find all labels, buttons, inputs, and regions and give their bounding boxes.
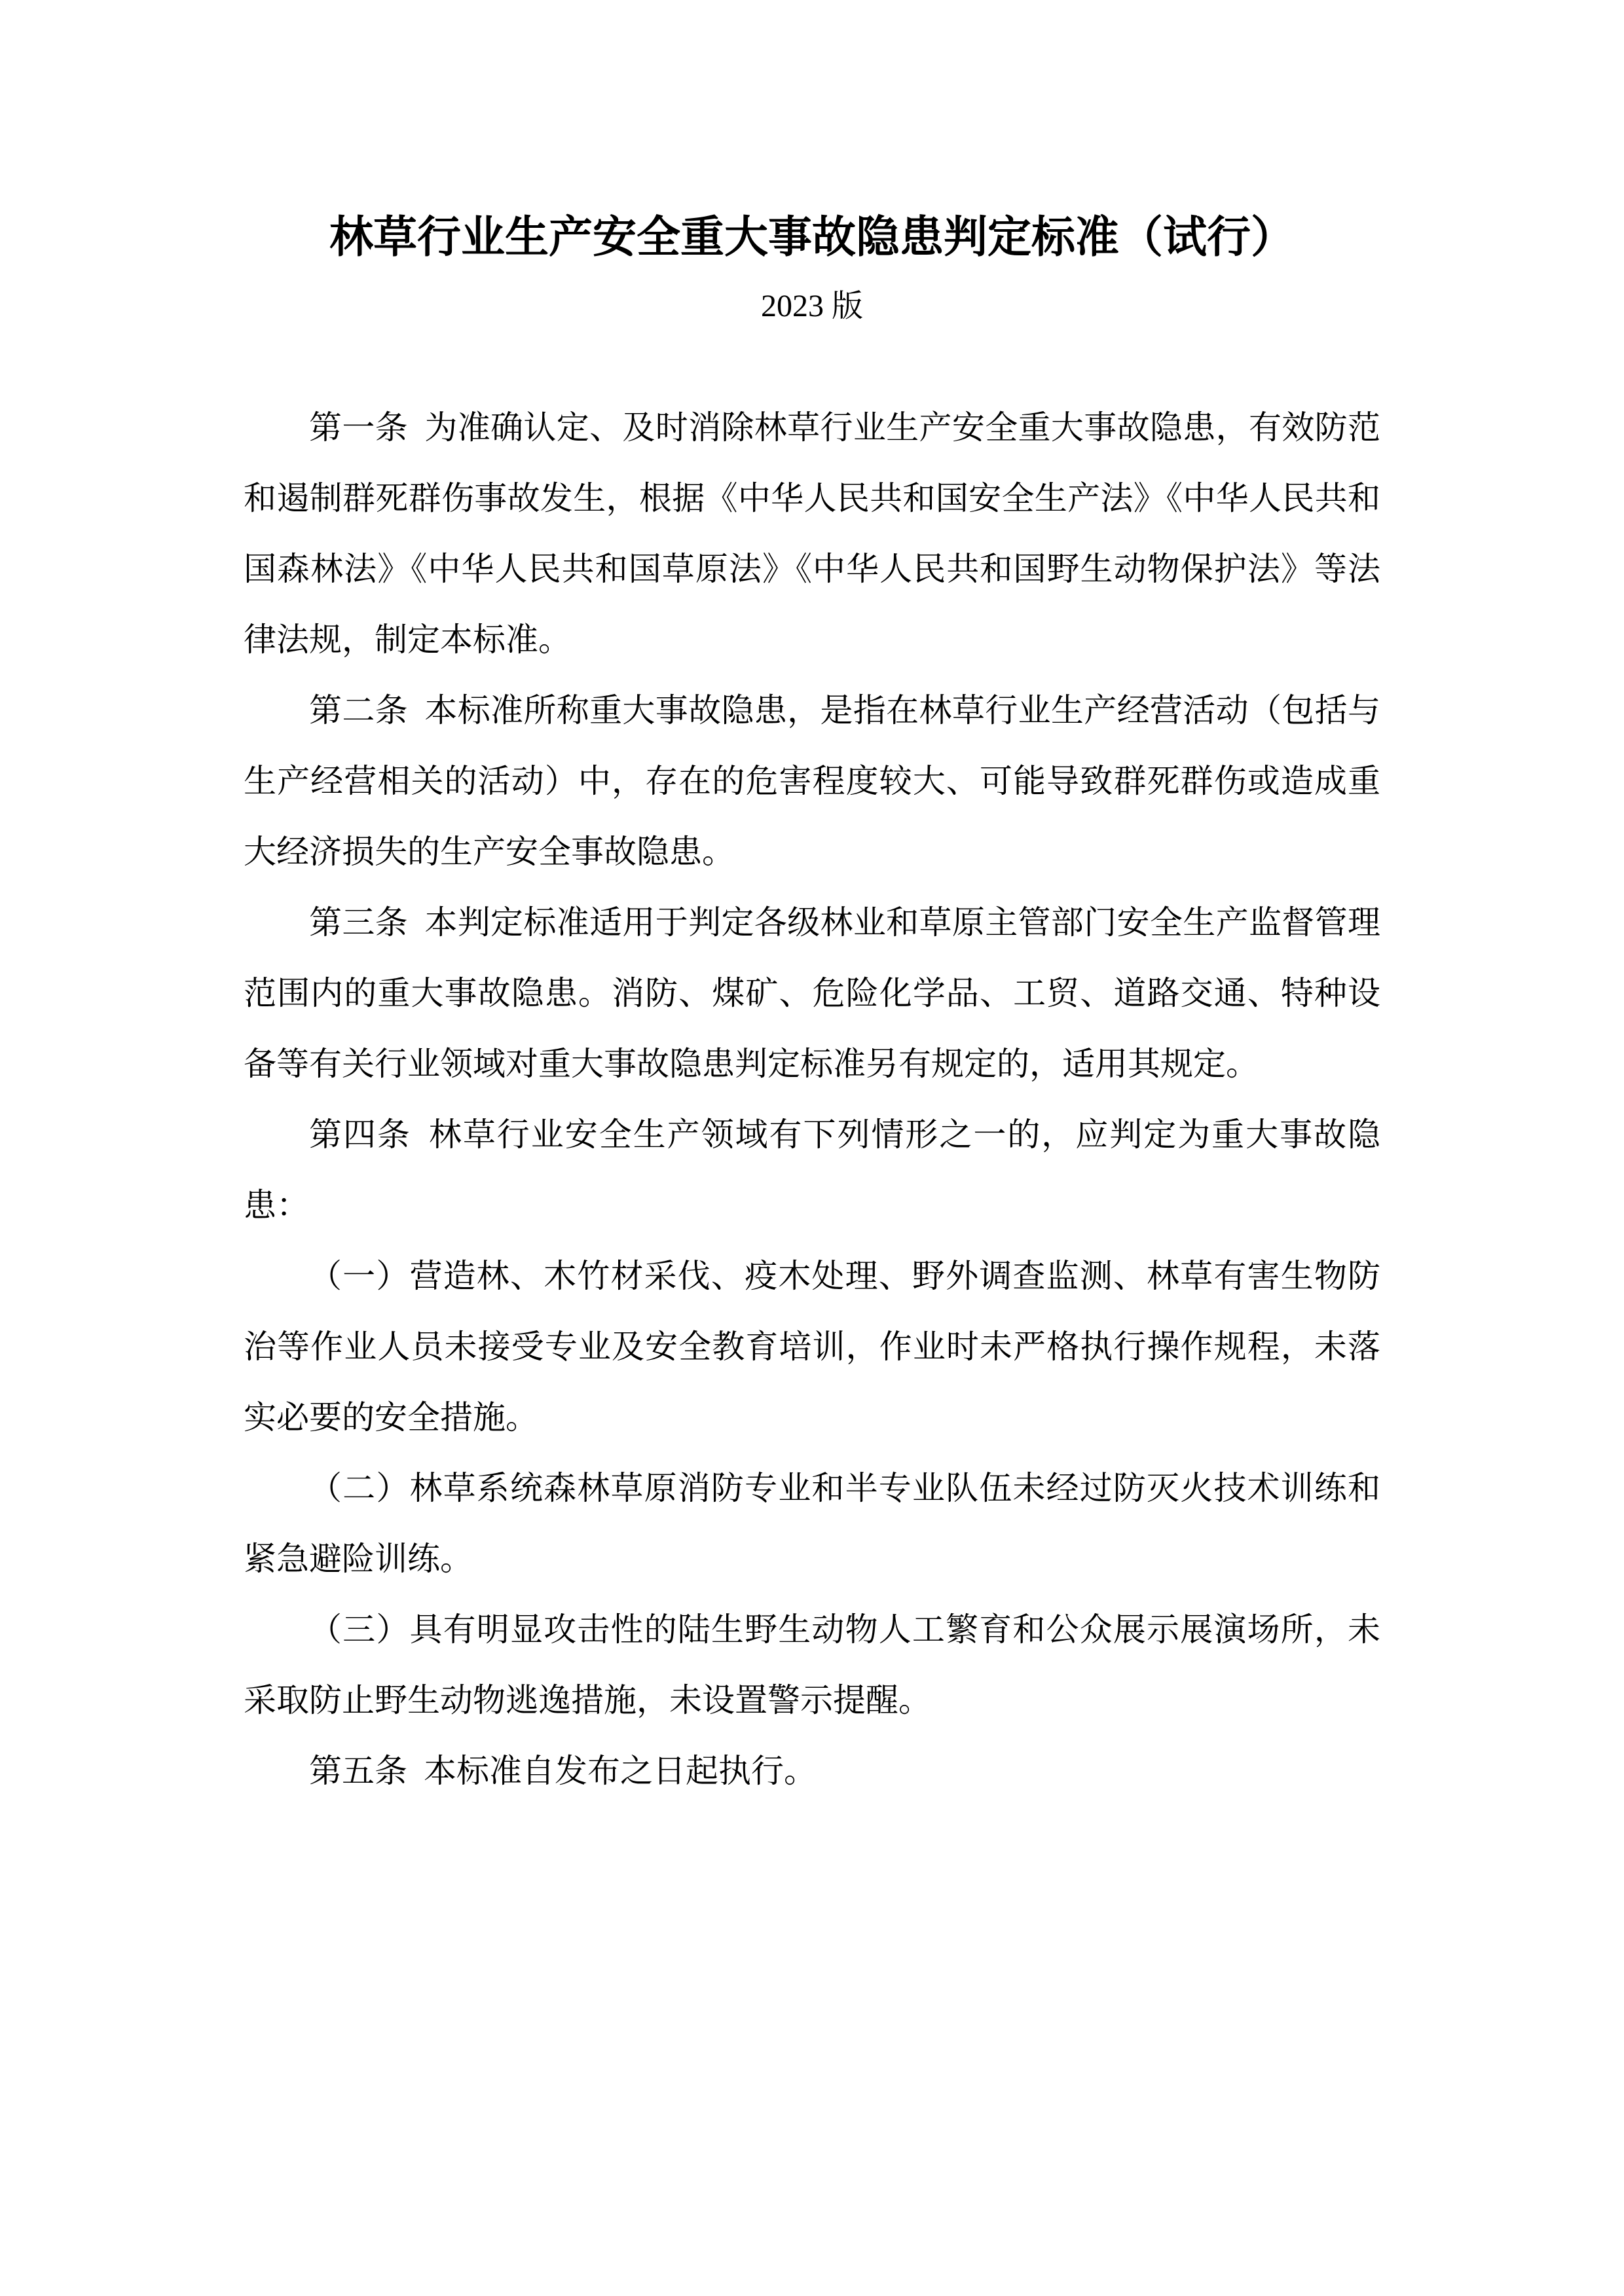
paragraph-item-1: （一）营造林、木竹材采伐、疫木处理、野外调查监测、林草有害生物防治等作业人员未接受专业及安全教育培训，作业时未严格执行操作规程，未落实必要的安全措施。: [244, 1258, 1380, 1436]
document-body: [244, 392, 1380, 1806]
paragraph-article-3: 第三条 本判定标准适用于判定各级林业和草原主管部门安全生产监督管理范围内的重大事故隐患。消防、煤矿、危险化学品、工贸、道路交通、特种设备等有关行业领域对重大事故隐患判定标准另有规定的，适用其规定。: [244, 904, 1380, 1082]
document-title: 林草行业生产安全重大事故隐患判定标准（试行）: [329, 213, 1295, 262]
paragraph-article-2: 第二条 本标准所称重大事故隐患，是指在林草行业生产经营活动（包括与生产经营相关的活动）中，存在的危害程度较大、可能导致群死群伤或造成重大经济损失的生产安全事故隐患。: [244, 692, 1380, 870]
paragraph-article-4: 第四条 林草行业安全生产领域有下列情形之一的，应判定为重大事故隐患：: [244, 1116, 1380, 1224]
paragraph-item-3: （三）具有明显攻击性的陆生野生动物人工繁育和公众展示展演场所，未采取防止野生动物逃逸措施，未设置警示提醒。: [244, 1611, 1380, 1719]
document-edition: 2023 版: [760, 289, 863, 323]
paragraph-article-1: 第一条 为准确认定、及时消除林草行业生产安全重大事故隐患，有效防范和遏制群死群伤事故发生，根据《中华人民共和国安全生产法》《中华人民共和国森林法》《中华人民共和国草原法》《中华人民共和国野生动物保护法》等法律法规，制定本标准。: [244, 409, 1380, 658]
paragraph-article-5: 第五条 本标准自发布之日起执行。: [309, 1753, 817, 1789]
paragraph-item-2: （二）林草系统森林草原消防专业和半专业队伍未经过防灭火技术训练和紧急避险训练。: [244, 1470, 1380, 1577]
